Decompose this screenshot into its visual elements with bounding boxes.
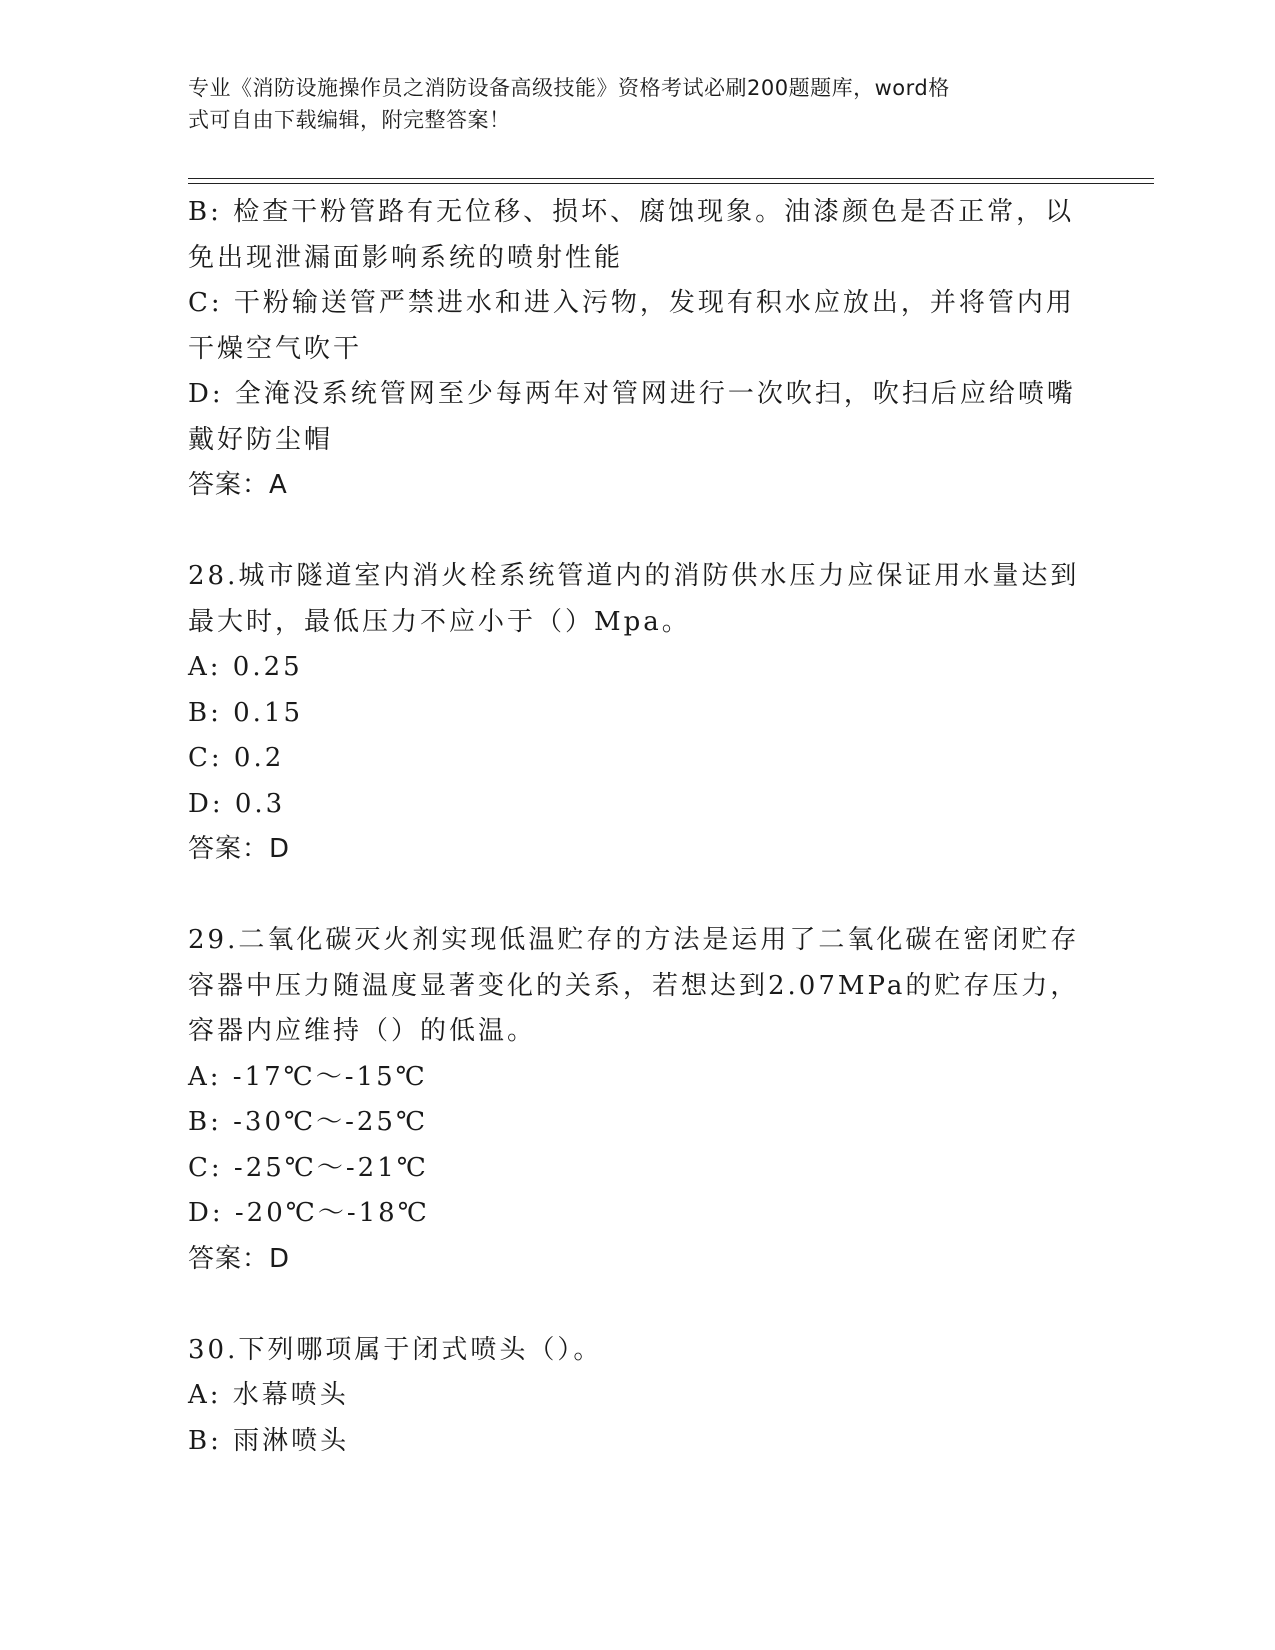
q27-option-b-line-2: 免出现泄漏面影响系统的喷射性能 xyxy=(188,242,624,273)
q28-answer: 答案：D xyxy=(188,834,291,864)
q28-option-b: B: 0.15 xyxy=(188,697,304,728)
header-divider-top xyxy=(188,178,1154,179)
q28-option-d: D: 0.3 xyxy=(188,788,286,819)
q28-stem-line-2: 最大时，最低压力不应小于（）Mpa。 xyxy=(188,606,691,637)
q27-option-d-line-1: D: 全淹没系统管网至少每两年对管网进行一次吹扫，吹扫后应给喷嘴 xyxy=(188,379,1076,409)
q29-option-a: A: -17℃～-15℃ xyxy=(188,1061,428,1092)
spacer xyxy=(188,509,1088,555)
question-content xyxy=(188,190,1088,1464)
q29-option-c: C: -25℃～-21℃ xyxy=(188,1152,429,1183)
q29-stem-line-3: 容器内应维持（）的低温。 xyxy=(188,1016,537,1046)
q30-stem-line-1: 30.下列哪项属于闭式喷头（）。 xyxy=(188,1334,603,1365)
q28-option-c: C: 0.2 xyxy=(188,743,285,773)
header-divider-bottom xyxy=(188,183,1154,184)
header-line-2: 式可自由下载编辑，附完整答案！ xyxy=(188,108,511,132)
q27-option-d-line-2: 戴好防尘帽 xyxy=(188,424,334,455)
q30-option-a: A: 水幕喷头 xyxy=(188,1380,349,1410)
q28-stem-line-1: 28.城市隧道室内消火栓系统管道内的消防供水压力应保证用水量达到 xyxy=(188,561,1080,591)
q29-stem-line-1: 29.二氧化碳灭火剂实现低温贮存的方法是运用了二氧化碳在密闭贮存 xyxy=(188,925,1080,955)
q29-option-b: B: -30℃～-25℃ xyxy=(188,1107,429,1137)
spacer xyxy=(188,1282,1088,1328)
q27-option-c-line-1: C: 干粉输送管严禁进水和进入污物，发现有积水应放出，并将管内用 xyxy=(188,288,1075,318)
q29-option-d: D: -20℃～-18℃ xyxy=(188,1198,430,1228)
spacer xyxy=(188,873,1088,919)
q29-answer: 答案：D xyxy=(188,1243,291,1274)
q30-option-b: B: 雨淋喷头 xyxy=(188,1425,350,1456)
header-line-1: 专业《消防设施操作员之消防设备高级技能》资格考试必刷200题题库，word格 xyxy=(188,76,950,100)
q29-stem-line-2: 容器中压力随温度显著变化的关系，若想达到2.07MPa的贮存压力， xyxy=(188,970,1080,1001)
document-header xyxy=(188,72,1068,136)
q27-option-c-line-2: 干燥空气吹干 xyxy=(188,333,363,364)
q27-option-b-line-1: B: 检查干粉管路有无位移、损坏、腐蚀现象。油漆颜色是否正常，以 xyxy=(188,197,1075,227)
q28-option-a: A: 0.25 xyxy=(188,652,303,682)
q27-answer: 答案：A xyxy=(188,470,288,500)
